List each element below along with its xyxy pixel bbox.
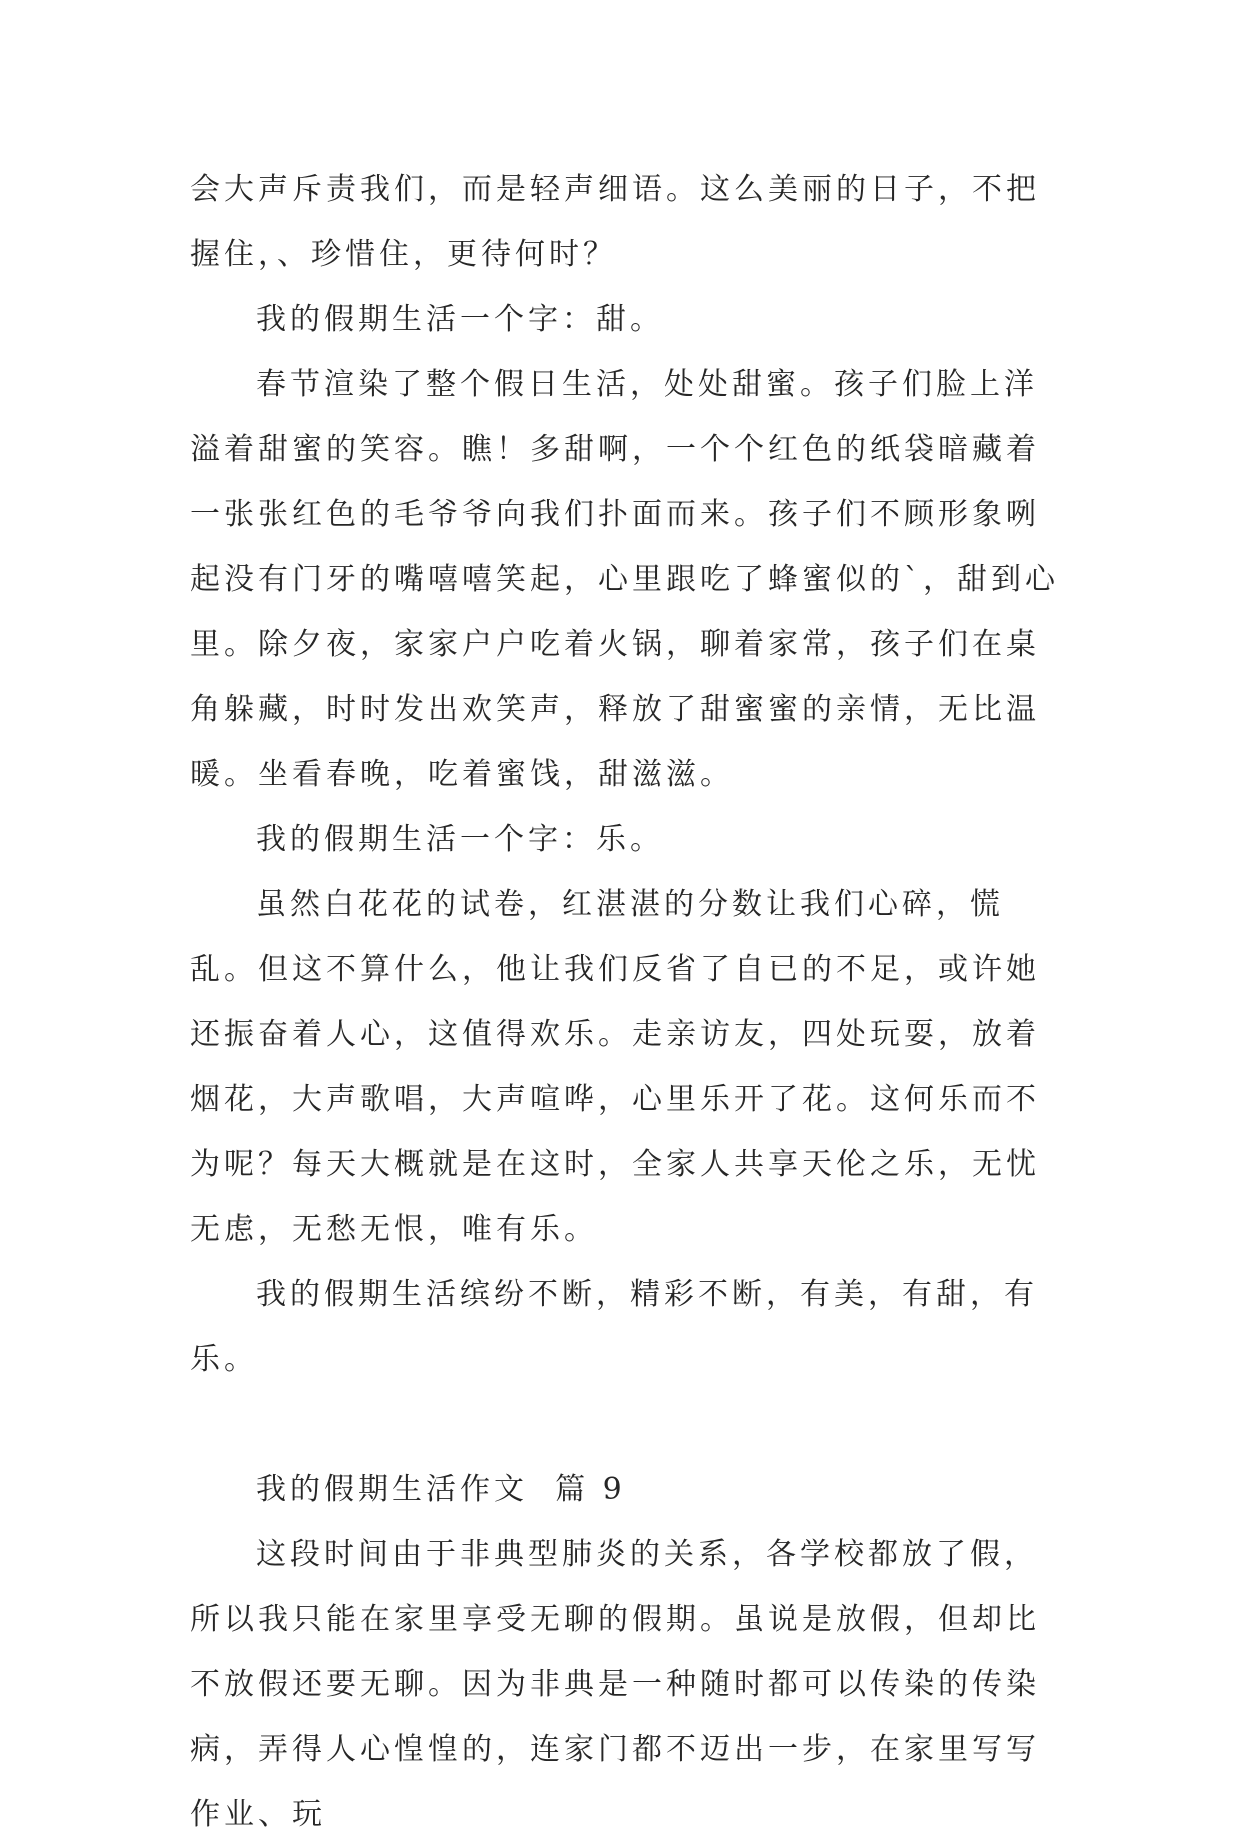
paragraph-conclusion: 我的假期生活缤纷不断，精彩不断，有美，有甜，有乐。 — [190, 1277, 1038, 1377]
document-body — [190, 157, 1060, 1847]
essay-title: 我的假期生活作文 篇 9 — [256, 1472, 626, 1507]
paragraph-sars: 这段时间由于非典型肺炎的关系，各学校都放了假，所以我只能在家里享受无聊的假期。虽说是放假，但却比不放假还要无聊。因为非典是一种随时都可以传染的传染病，弄得人心惶惶的，连家门都不迈出一步，在家里写写作业、玩 — [190, 1537, 1040, 1832]
paragraph-joy: 虽然白花花的试卷，红湛湛的分数让我们心碎，慌乱。但这不算什么，他让我们反省了自已的不足，或许她还振奋着人心，这值得欢乐。走亲访友，四处玩耍，放着烟花，大声歌唱，大声喧哗，心里乐开了花。这何乐而不为呢？每天大概就是在这时，全家人共享天伦之乐，无忧无虑，无愁无恨，唯有乐。 — [190, 887, 1040, 1247]
paragraph-continuation: 会大声斥责我们，而是轻声细语。这么美丽的日子，不把握住，、珍惜住，更待何时？ — [190, 172, 1040, 272]
section-spacer — [190, 1392, 1060, 1457]
section-heading-joy: 我的假期生活一个字：乐。 — [256, 822, 664, 857]
paragraph-spring-festival: 春节渲染了整个假日生活，处处甜蜜。孩子们脸上洋溢着甜蜜的笑容。瞧！多甜啊，一个个红色的纸袋暗藏着一张张红色的毛爷爷向我们扑面而来。孩子们不顾形象咧起没有门牙的嘴嘻嘻笑起，心里跟吃了蜂蜜似的`，甜到心里。除夕夜，家家户户吃着火锅，聊着家常，孩子们在桌角躲藏，时时发出欢笑声，释放了甜蜜蜜的亲情，无比温暖。坐看春晚，吃着蜜饯，甜滋滋。 — [190, 367, 1059, 792]
section-heading-sweet: 我的假期生活一个字：甜。 — [256, 302, 664, 337]
